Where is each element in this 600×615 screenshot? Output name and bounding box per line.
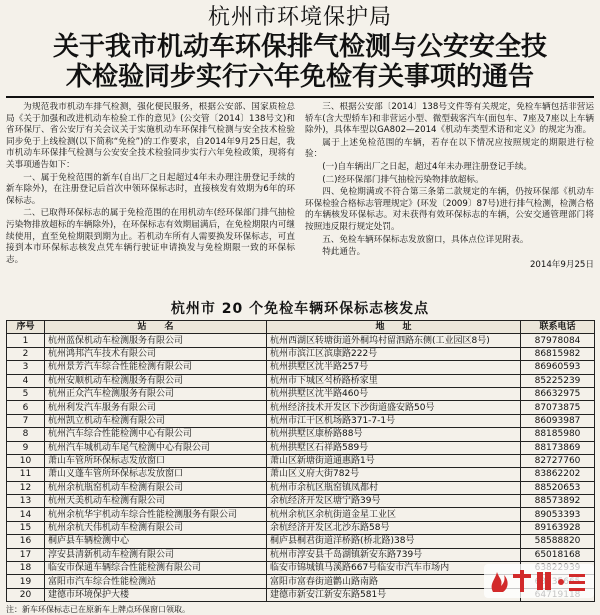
cell-no: 2 (7, 347, 45, 360)
cell-address: 建德市新安江新安东路581号 (267, 588, 521, 601)
cell-no: 14 (7, 508, 45, 521)
paragraph: 三、根据公安部〔2014〕138号文件等有关规定，免检车辆包括非营运轿车(含大型轿车)和非营运小型、微型载客汽车(面包车、7座及7座以上车辆除外)，具体车型以GA802—2014《机动车类型术语和定义》的规定为准。 (305, 102, 594, 136)
cell-no: 4 (7, 374, 45, 387)
paragraph: 五、免检车辆环保标志发放窗口，具体点位详见附表。 (322, 234, 529, 245)
cell-station: 建德市环境保护大楼 (45, 588, 267, 601)
headline-line-2: 术检验同步实行六年免检有关事项的通告 (65, 62, 534, 92)
cell-no: 20 (7, 588, 45, 601)
cell-no: 15 (7, 521, 45, 534)
cell-no: 17 (7, 548, 45, 561)
cell-phone: 87073875 (521, 401, 595, 414)
table-row (7, 428, 595, 441)
cell-address: 萧山区新塘街道通惠路1号 (267, 454, 521, 467)
table-body (7, 334, 595, 602)
cell-address: 杭州拱墅区沈半路257号 (267, 361, 521, 374)
cell-no: 13 (7, 495, 45, 508)
table-row (7, 481, 595, 494)
cell-address: 杭州市淳安县千岛湖镇新安东路739号 (267, 548, 521, 561)
cell-address: 杭州西湖区转塘街道外桐坞村留泗路东侧(工业园区8号) (267, 334, 521, 347)
table-row (7, 535, 595, 548)
cell-address: 杭州拱墅区石祥路589号 (267, 441, 521, 454)
cell-no: 8 (7, 428, 45, 441)
cell-station: 杭州余杭瓶窑机动车检测有限公司 (45, 481, 267, 494)
table-row (7, 548, 595, 561)
stations-table (6, 320, 595, 602)
header-station: 站 名 (45, 321, 267, 334)
cell-no: 5 (7, 387, 45, 400)
cell-address: 杭州拱墅区沈半路460号 (267, 387, 521, 400)
flame-logo-icon (487, 566, 591, 596)
paragraph: 二、已取得环保标志的属于免检范围的在用机动车(经环保部门排气抽检污染物排放超标的车辆除外)，在环保标志有效期届满后，在免检期限内可继续使用，直至免检期限到期为止。若机动车所有人需要换发环保标志，可直接到本市环保标志核发点凭车辆行驶证申请换发与免检期限一致的环保标志。 (6, 208, 295, 265)
cell-phone: 88173869 (521, 441, 595, 454)
paragraph: 属于上述免检范围的车辆，若存在以下情况应按照规定的期限进行检验： (305, 137, 594, 160)
paragraph: 四、免检期满或不符合第三条第二款规定的车辆，仍按环保部《机动车环保检验合格标志管理规定》(环发〔2009〕87号)进行排气检测，检测合格的车辆核发环保标志。对未获得有效环保标志的车辆，公安交通管理部门将按照违反限行规定处罚。 (305, 187, 594, 232)
cell-phone: 87978084 (521, 334, 595, 347)
cell-station: 杭州蓝保机动车检测服务有限公司 (45, 334, 267, 347)
cell-address: 杭州市下城区석桥路桥家里 (267, 374, 521, 387)
cell-station: 萧山车管所环保标志发放窗口 (45, 454, 267, 467)
cell-station: 杭州利发汽车服务有限公司 (45, 401, 267, 414)
paragraph: (一)自车辆出厂之日起，超过4年未办理注册登记手续。 (322, 161, 533, 172)
cell-phone: 86093987 (521, 414, 595, 427)
paragraph: 为规范我市机动车排气检测，强化便民服务，根据公安部、国家质检总局《关于加强和改进机动车检验工作的意见》(公交管〔2014〕138号文)和省环保厅、省公安厅有关会议关于实施机动车环保排气检测与安全技术检验同步免于上线检测(以下简称“免检”)的工作要求，自2014年9月25日起，我市机动车环保排气检测与公安安全技术检验同步实行六年免检政策，现将有关事项通告如下： (6, 102, 295, 170)
cell-station: 杭州正众汽车检测服务有限公司 (45, 387, 267, 400)
paragraph: 一、属于免检范围的新车(自出厂之日起超过4年未办理注册登记手续的新车除外)，在注册登记后首次申领环保标志时，直接核发有效期为6年的环保标志。 (6, 172, 295, 206)
table-header-row (7, 321, 595, 334)
table-row (7, 361, 595, 374)
cell-phone: 85225239 (521, 374, 595, 387)
cell-no: 19 (7, 575, 45, 588)
cell-phone: 86960593 (521, 361, 595, 374)
table-row (7, 374, 595, 387)
cell-phone: 58588820 (521, 535, 595, 548)
cell-station: 富阳市汽车综合性能检测站 (45, 575, 267, 588)
cell-station: 临安市保通车辆综合性能检测有限公司 (45, 562, 267, 575)
cell-no: 7 (7, 414, 45, 427)
cell-no: 6 (7, 401, 45, 414)
cell-no: 12 (7, 481, 45, 494)
cell-address: 杭州余杭区余杭街道金星工业区 (267, 508, 521, 521)
cell-no: 1 (7, 334, 45, 347)
cell-address: 桐庐县桐君街道洋桥路(桥北路)38号 (267, 535, 521, 548)
table-row (7, 508, 595, 521)
table-row (7, 441, 595, 454)
table-title: 杭州市 20 个免检车辆环保标志核发点 (170, 301, 430, 317)
watermark-logo (484, 564, 594, 598)
cell-address: 富阳市富春街道鹳山路南路 (267, 575, 521, 588)
paragraph: 特此通告。 (322, 247, 366, 258)
cell-address: 杭州市余杭区瓶窑镇凤都村 (267, 481, 521, 494)
cell-station: 杭州天美机动车检测有限公司 (45, 495, 267, 508)
header-phone: 联系电话 (521, 321, 595, 334)
cell-station: 杭州汽车综合性能检测中心有限公司 (45, 428, 267, 441)
cell-phone: 88185980 (521, 428, 595, 441)
divider (6, 96, 594, 98)
cell-station: 杭州安顺机动车检测服务有限公司 (45, 374, 267, 387)
cell-no: 3 (7, 361, 45, 374)
cell-phone: 88520653 (521, 481, 595, 494)
table-row (7, 468, 595, 481)
agency-name: 杭州市环境保护局 (207, 5, 392, 30)
cell-address: 杭州经济技术开发区下沙街道盛安路50号 (267, 401, 521, 414)
cell-no: 16 (7, 535, 45, 548)
cell-address: 余杭经济开发区塘宁路39号 (267, 495, 521, 508)
notice-left-column (6, 102, 295, 298)
cell-address: 杭州市滨江区滨康路222号 (267, 347, 521, 360)
table-row (7, 521, 595, 534)
header-address: 地 址 (267, 321, 521, 334)
notice-right-column (305, 102, 594, 298)
table-row (7, 334, 595, 347)
table-row (7, 414, 595, 427)
cell-phone: 86815982 (521, 347, 595, 360)
cell-address: 临安市锦城镇马溪路667号临安市汽车市场内 (267, 562, 521, 575)
cell-station: 桐庐县车辆检测中心 (45, 535, 267, 548)
cell-no: 9 (7, 441, 45, 454)
footnote: 注：新车环保标志已在原新车上牌点环保窗口领取。 (6, 605, 190, 615)
cell-phone: 88573892 (521, 495, 595, 508)
cell-station: 杭州余杭华宇机动车综合性能检测服务有限公司 (45, 508, 267, 521)
cell-address: 萧山区义府大街782号 (267, 468, 521, 481)
cell-phone: 83862202 (521, 468, 595, 481)
cell-phone: 89053393 (521, 508, 595, 521)
cell-no: 11 (7, 468, 45, 481)
table-row (7, 454, 595, 467)
cell-no: 18 (7, 562, 45, 575)
notice-body (6, 102, 594, 298)
cell-no: 10 (7, 454, 45, 467)
cell-station: 杭州凯立机动车检测有限公司 (45, 414, 267, 427)
cell-station: 萧山义蓬车管所环保标志发放窗口 (45, 468, 267, 481)
cell-phone: 86632975 (521, 387, 595, 400)
cell-station: 淳安县清新机动车检测有限公司 (45, 548, 267, 561)
cell-station: 杭州汽车城机动车尾气检测中心有限公司 (45, 441, 267, 454)
cell-address: 杭州拱墅区康桥路88号 (267, 428, 521, 441)
cell-station: 杭州鸿邦汽车技术有限公司 (45, 347, 267, 360)
notice-date: 2014年9月25日 (529, 259, 594, 270)
cell-station: 杭州余杭天伟机动车检测有限公司 (45, 521, 267, 534)
cell-phone: 89163928 (521, 521, 595, 534)
cell-address: 杭州市江干区机场路371-7-1号 (267, 414, 521, 427)
headline-line-1: 关于我市机动车环保排气检测与公安安全技 (52, 32, 547, 62)
cell-address: 余杭经济开发区北沙东路58号 (267, 521, 521, 534)
table-row (7, 387, 595, 400)
paragraph: (二)经环保部门排气抽检污染物排放超标。 (322, 174, 484, 185)
header-no: 序号 (7, 321, 45, 334)
cell-phone: 65018168 (521, 548, 595, 561)
table-row (7, 495, 595, 508)
cell-station: 杭州景芳汽车综合性能检测有限公司 (45, 361, 267, 374)
table-row (7, 347, 595, 360)
cell-phone: 82727760 (521, 454, 595, 467)
table-row (7, 401, 595, 414)
